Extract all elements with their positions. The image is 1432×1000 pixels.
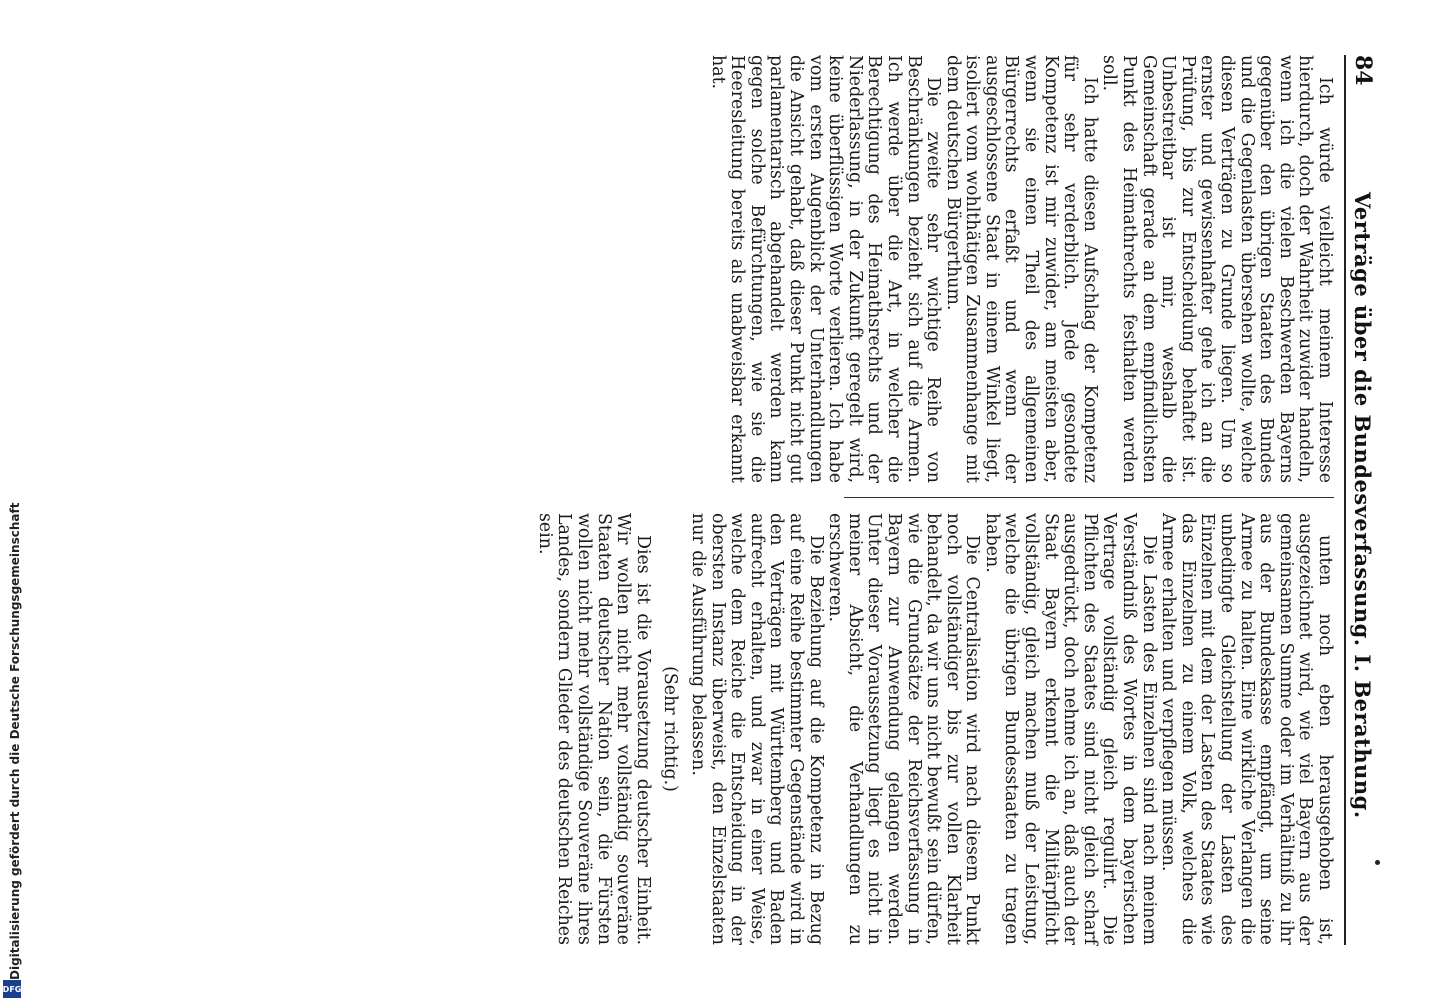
digitization-credit: Digitalisierung gefördert durch die Deutsche Forschungsgemeinschaft [8, 502, 22, 980]
paragraph: Die Beziehung auf die Kompetenz in Bezug auf eine Reihe bestimmter Gegenstände wird in den Verträgen mit Württemberg und Baden aufrecht erhalten, und zwar in einer Weise, welche dem Reiche die Entscheidung in der obersten Instanz überweist, den Einzelstaaten nur die Ausführung belassen. [688, 513, 826, 945]
paragraph: Ich würde vielleicht meinem Interesse hierdurch, doch der Wahrheit zuwider handeln, wenn ich die vielen Beschwerden Bayerns gegenüber den übrigen Staaten des Bundes und die Gegenlasten übersehen wollte, welche diesen Verträgen zu Grunde liegen. Um so ernster und gewissenhafter gehe ich an die Prüfung, bis zur Entscheidung behaftet ist. Unbestreitbar ist mir, weshalb die Gemeinschaft gerade an dem empfindlichsten Punkt des Heimathrechts festhalten werden soll. [1099, 55, 1335, 483]
scan-speck [1375, 860, 1380, 865]
paragraph: Die Lasten des Einzelnen sind nach meinem Verständniß des Wortes in dem bayerischen Vertrage vollständig gleich regulirt. Die Pflichten des Staates sind nicht gleich scharf ausgedrückt, doch nehme ich an, daß auch der Staat Bayern erkennt die Militärpflicht vollständig, gleich machen muß der Leistung, welche die übrigen Bundesstaaten zu tragen haben. [981, 513, 1159, 945]
page-header [1350, 55, 1386, 945]
page-rotated [46, 35, 1386, 965]
paragraph: Dies ist die Vorausetzung deutscher Einheit. Wir wollen nicht mehr vollständig souveräne Staaten deutscher Nation sein, die Fürsten wollen nicht mehr vollständige Souveräne ihres Landes, sondern Glieder des deutschen Reiches sein. [534, 513, 653, 945]
header-rule [1344, 55, 1346, 945]
column-separator [844, 497, 1334, 498]
paragraph: Die Centralisation wird nach diesem Punkt noch vollständiger bis zur vollen Klarheit behandelt, da wir uns nicht bewußt sein dürfen, wie die Grundsätze der Reichsverfassung in Bayern zur Anwendung gelangen werden. Unter dieser Voraussetzung liegt es nicht in meiner Absicht, die Verhandlungen zu erschweren. [825, 513, 983, 945]
paragraph: unten noch eben herausgehoben ist, ausgezeichnet wird, wie viel Bayern aus der gemeinsamen Summe oder im Verhältniß zu ihr aus der Bundeskasse empfängt, um seine Armee zu halten. Eine wirkliche Verlangen die unbedingte Gleichstellung der Lasten des Einzelnen mit dem der Lasten des Staates wie das Einzelnen zu einem Volk, welches die Armee erhalten und verpflegen müssen. [1158, 513, 1335, 945]
interjection: (Sehr richtig.) [660, 666, 681, 792]
paragraph: Die zweite sehr wichtige Reihe von Beschränkungen bezieht sich auf die Armen. Ich werde über die Art, in welcher die Berechtigung des Heimathsrechts und der Niederlassung, in der Zukunft geregelt wird, keine überflüssigen Worte verlieren. Ich habe vom ersten Augenblick der Unterhandlungen die Ansicht gehabt, daß dieser Punkt nicht gut parlamentarisch abgehandelt werden kann gegen solche Befürchtungen, wie sie die Heeresleitung bereits als unabweisbar erkannt hat. [707, 55, 944, 483]
page-number: 84 [1350, 55, 1376, 86]
right-column [534, 513, 1334, 945]
running-title: Verträge über die Bundesverfassung. I. Berathung. [1350, 191, 1375, 819]
side-credit-strip [2, 0, 24, 1000]
paragraph: Ich hatte diesen Aufschlag der Kompetenz für sehr verderblich. Jede gesondete Kompetenz ist mir zuwider, am meisten aber, wenn sie einen Theil des allgemeinen Bürgerrechts erfaßt und wenn der ausgeschlossene Staat in einem Winkel liegt, isoliert vom wohlthätigen Zusammenhange mit dem deutschen Bürgerthum. [942, 55, 1100, 483]
dfg-logo: DFG [3, 980, 21, 998]
left-column [707, 55, 1334, 483]
